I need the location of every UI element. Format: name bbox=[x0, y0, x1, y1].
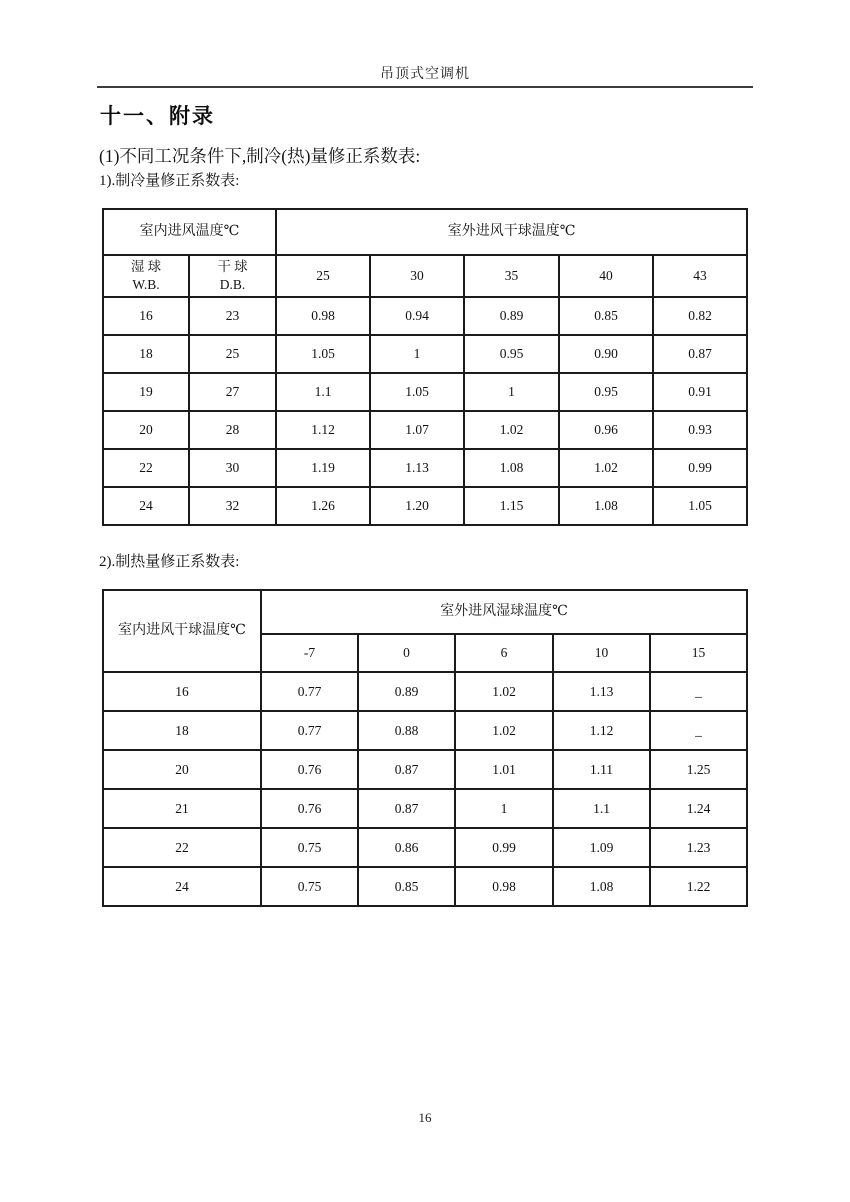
table-cell: 19 bbox=[103, 373, 189, 411]
table1-col-header: 40 bbox=[559, 255, 653, 297]
table-cell: 22 bbox=[103, 828, 261, 867]
table-row bbox=[103, 373, 747, 411]
table-cell: 18 bbox=[103, 335, 189, 373]
table-cell: 0.87 bbox=[358, 750, 455, 789]
table-cell: 1.15 bbox=[464, 487, 559, 525]
table-cell: 1.25 bbox=[650, 750, 747, 789]
table-cell: 22 bbox=[103, 449, 189, 487]
table-cell: 0.76 bbox=[261, 750, 358, 789]
table-cell: 0.95 bbox=[559, 373, 653, 411]
table-cell: 0.76 bbox=[261, 789, 358, 828]
table-cell: 1.09 bbox=[553, 828, 650, 867]
table-cell: 1.02 bbox=[464, 411, 559, 449]
table-cell: 1.20 bbox=[370, 487, 464, 525]
table-cell: 1.05 bbox=[276, 335, 370, 373]
table-cell: 16 bbox=[103, 672, 261, 711]
subheader-line: 干 球 bbox=[217, 259, 248, 275]
table-cell: 0.85 bbox=[559, 297, 653, 335]
table-row bbox=[103, 590, 747, 634]
table-row bbox=[103, 789, 747, 828]
table2-col-header: 0 bbox=[358, 634, 455, 672]
table-cell: 0.87 bbox=[653, 335, 747, 373]
table-cell: 0.87 bbox=[358, 789, 455, 828]
table1-col-header: 43 bbox=[653, 255, 747, 297]
table-cell: 0.89 bbox=[358, 672, 455, 711]
table-cell: 0.98 bbox=[276, 297, 370, 335]
table-cell: 24 bbox=[103, 487, 189, 525]
heating-correction-table bbox=[102, 589, 748, 907]
subheader-line: W.B. bbox=[132, 277, 160, 292]
subheader-line: D.B. bbox=[219, 277, 246, 292]
table1-subheader-drybulb bbox=[189, 255, 276, 297]
table-cell: 27 bbox=[189, 373, 276, 411]
table1-subheader-wetbulb bbox=[103, 255, 189, 297]
table-cell: 1.02 bbox=[455, 672, 553, 711]
table-row bbox=[103, 411, 747, 449]
page-number: 16 bbox=[418, 1110, 432, 1125]
table-cell: 1.08 bbox=[553, 867, 650, 906]
table-cell: 0.86 bbox=[358, 828, 455, 867]
table-cell: 25 bbox=[189, 335, 276, 373]
table-row bbox=[103, 255, 747, 297]
table-cell: 1.01 bbox=[455, 750, 553, 789]
table-cell: 18 bbox=[103, 711, 261, 750]
table-row bbox=[103, 335, 747, 373]
table-cell: 20 bbox=[103, 411, 189, 449]
table-cell: 0.77 bbox=[261, 672, 358, 711]
table-cell: 0.85 bbox=[358, 867, 455, 906]
table2-col-header: 15 bbox=[650, 634, 747, 672]
table-row bbox=[103, 828, 747, 867]
table-cell: 16 bbox=[103, 297, 189, 335]
table-cell: 1.12 bbox=[276, 411, 370, 449]
table-cell: 1.08 bbox=[464, 449, 559, 487]
table-row bbox=[103, 449, 747, 487]
table2-caption: 2).制热量修正系数表: bbox=[99, 554, 240, 570]
table2-col-header: 10 bbox=[553, 634, 650, 672]
table1-col-header: 25 bbox=[276, 255, 370, 297]
table-cell: 0.77 bbox=[261, 711, 358, 750]
table1-col-header: 35 bbox=[464, 255, 559, 297]
table2-group-header: 室外进风湿球温度℃ bbox=[261, 590, 747, 634]
table-cell: 1.19 bbox=[276, 449, 370, 487]
table-row bbox=[103, 750, 747, 789]
intro-text: (1)不同工况条件下,制冷(热)量修正系数表: bbox=[99, 146, 421, 166]
table-cell: 32 bbox=[189, 487, 276, 525]
table-cell: 0.75 bbox=[261, 867, 358, 906]
table-cell: 1.26 bbox=[276, 487, 370, 525]
table-cell: 1.05 bbox=[370, 373, 464, 411]
table-cell: 24 bbox=[103, 867, 261, 906]
table-cell: 0.90 bbox=[559, 335, 653, 373]
table1-corner-header: 室内进风温度℃ bbox=[103, 209, 276, 255]
table1-col-header: 30 bbox=[370, 255, 464, 297]
table2-col-header: 6 bbox=[455, 634, 553, 672]
table-cell: 1.08 bbox=[559, 487, 653, 525]
table1-group-header: 室外进风干球温度℃ bbox=[276, 209, 747, 255]
table-cell: 1.13 bbox=[553, 672, 650, 711]
table-cell: 0.98 bbox=[455, 867, 553, 906]
table-cell: 1.02 bbox=[455, 711, 553, 750]
table-cell: 1.12 bbox=[553, 711, 650, 750]
table-cell: 1.05 bbox=[653, 487, 747, 525]
table-cell: 1.11 bbox=[553, 750, 650, 789]
table-cell: _ bbox=[650, 711, 747, 750]
table-cell: 0.94 bbox=[370, 297, 464, 335]
table-cell: 1.24 bbox=[650, 789, 747, 828]
table-cell: 0.96 bbox=[559, 411, 653, 449]
table-cell: 0.88 bbox=[358, 711, 455, 750]
table-cell: 1.07 bbox=[370, 411, 464, 449]
table-cell: 0.99 bbox=[653, 449, 747, 487]
table2-col-header: -7 bbox=[261, 634, 358, 672]
table-cell: 28 bbox=[189, 411, 276, 449]
table-cell: 1 bbox=[370, 335, 464, 373]
table-cell: 1.13 bbox=[370, 449, 464, 487]
table-cell: 20 bbox=[103, 750, 261, 789]
table-cell: 30 bbox=[189, 449, 276, 487]
table-cell: 1.1 bbox=[276, 373, 370, 411]
table-cell: 1 bbox=[464, 373, 559, 411]
running-header: 吊顶式空调机 bbox=[380, 67, 470, 82]
table2-corner-header: 室内进风干球温度℃ bbox=[103, 590, 261, 672]
table-cell: 0.91 bbox=[653, 373, 747, 411]
cooling-correction-table bbox=[102, 208, 748, 526]
table-cell: 1.1 bbox=[553, 789, 650, 828]
section-title: 十一、附录 bbox=[100, 104, 215, 128]
table-row bbox=[103, 867, 747, 906]
table-cell: 0.95 bbox=[464, 335, 559, 373]
table-cell: 1.02 bbox=[559, 449, 653, 487]
table-row bbox=[103, 672, 747, 711]
table-row bbox=[103, 711, 747, 750]
table1-caption: 1).制冷量修正系数表: bbox=[99, 173, 240, 189]
table-cell: 1.23 bbox=[650, 828, 747, 867]
table-cell: 21 bbox=[103, 789, 261, 828]
table-row bbox=[103, 209, 747, 255]
table-cell: 0.89 bbox=[464, 297, 559, 335]
table-row bbox=[103, 297, 747, 335]
table-cell: 0.93 bbox=[653, 411, 747, 449]
header-divider bbox=[97, 86, 753, 88]
table-cell: 0.99 bbox=[455, 828, 553, 867]
table-cell: 1.22 bbox=[650, 867, 747, 906]
table-cell: 0.82 bbox=[653, 297, 747, 335]
table-cell: _ bbox=[650, 672, 747, 711]
table-cell: 0.75 bbox=[261, 828, 358, 867]
subheader-line: 湿 球 bbox=[130, 259, 162, 275]
table-row bbox=[103, 487, 747, 525]
table-cell: 1 bbox=[455, 789, 553, 828]
table-cell: 23 bbox=[189, 297, 276, 335]
